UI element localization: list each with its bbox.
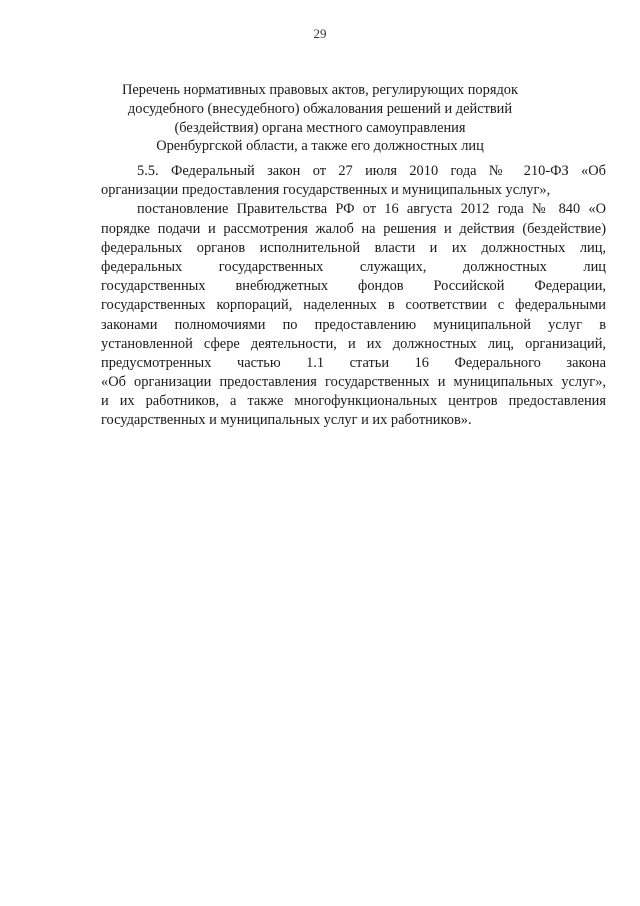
page-number: 29	[313, 26, 327, 41]
document-body	[101, 162, 606, 431]
document-heading	[102, 81, 538, 156]
body-line: законами полномочиями по предоставлению муниципальной услуг в	[101, 316, 606, 333]
body-line: предусмотренных частью 1.1 статьи 16 Федерального закона	[101, 354, 606, 371]
body-line: и их работников, а также многофункциональных центров предоставления	[101, 393, 606, 410]
body-line: установленной сфере деятельности, и их должностных лиц, организаций,	[101, 335, 606, 352]
heading-line: Перечень нормативных правовых актов, регулирующих порядок	[122, 82, 518, 98]
body-line: 5.5. Федеральный закон от 27 июля 2010 года № 210-ФЗ «Об	[137, 163, 606, 179]
body-line: федеральных государственных служащих, должностных лиц	[101, 258, 606, 275]
body-line: государственных и муниципальных услуг и их работников».	[101, 412, 472, 429]
body-line: порядке подачи и рассмотрения жалоб на решения и действия (бездействие)	[101, 220, 606, 237]
heading-line: досудебного (внесудебного) обжалования решений и действий	[127, 100, 513, 117]
body-line: государственных внебюджетных фондов Российской Федерации,	[101, 278, 606, 295]
body-line: постановление Правительства РФ от 16 августа 2012 года № 840 «О	[137, 201, 606, 218]
body-line: «Об организации предоставления государственных и муниципальных услуг»,	[101, 374, 606, 391]
body-line: федеральных органов исполнительной власти и их должностных лиц,	[101, 239, 606, 256]
body-line: государственных корпораций, наделенных в соответствии с федеральными	[101, 297, 606, 314]
heading-line: (бездействия) органа местного самоуправления	[174, 119, 466, 136]
heading-line: Оренбургской области, а также его должностных лиц	[156, 138, 484, 155]
body-line: организации предоставления государственных и муниципальных услуг»,	[101, 182, 551, 199]
